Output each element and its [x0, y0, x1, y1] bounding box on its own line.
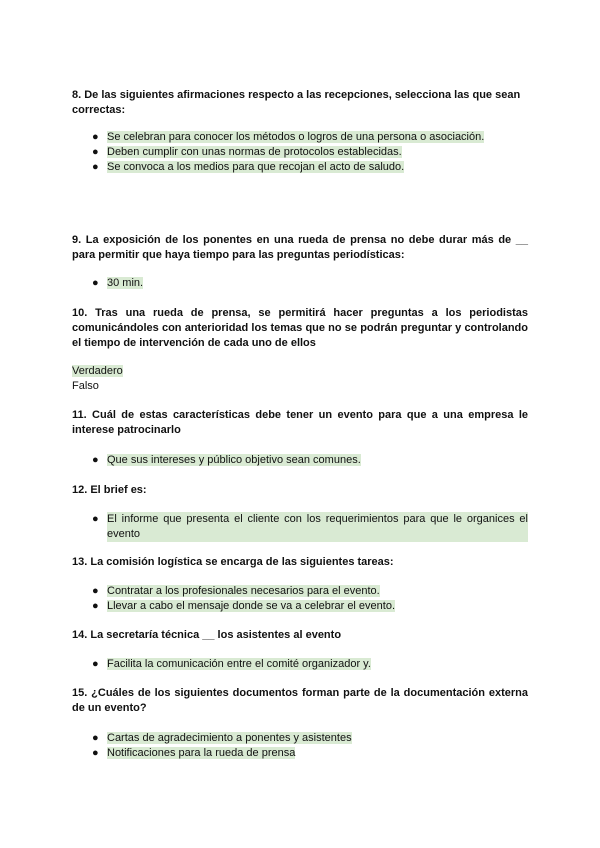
bullet-icon: ●	[92, 513, 99, 525]
bullet-icon: ●	[92, 658, 99, 670]
answer-item: ● Se convoca a los medios para que recojan el acto de saludo.	[92, 161, 405, 173]
question-14: 14. La secretaría técnica __ los asistentes al evento	[72, 629, 342, 641]
question-10: 10. Tras una rueda de prensa, se permitirá hacer preguntas a los periodistas comunicándoles con anterioridad los temas que no se podrán preguntar y controlando el tiempo de intervención de cada uno de ellos	[72, 307, 528, 349]
question-9: 9. La exposición de los ponentes en una rueda de prensa no debe durar más de __ para permitir que haya tiempo para las preguntas periodísticas:	[72, 234, 528, 261]
answers-9	[92, 276, 528, 291]
bullet-icon: ●	[92, 585, 99, 597]
question-13: 13. La comisión logística se encarga de las siguientes tareas:	[72, 556, 394, 568]
answers-11	[92, 453, 528, 468]
question-11: 11. Cuál de estas características debe tener un evento para que a una empresa le interese patrocinarlo	[72, 409, 528, 436]
answer-item: ● Se celebran para conocer los métodos o logros de una persona o asociación.	[92, 131, 485, 143]
question-15: 15. ¿Cuáles de los siguientes documentos forman parte de la documentación externa de un evento?	[72, 687, 528, 714]
bullet-icon: ●	[92, 732, 99, 744]
bullet-icon: ●	[92, 747, 99, 759]
bullet-icon: ●	[92, 454, 99, 466]
answer-item: ● Facilita la comunicación entre el comité organizador y.	[92, 658, 371, 670]
bullet-icon: ●	[92, 146, 99, 158]
answer-item: ● Contratar a los profesionales necesarios para el evento.	[92, 585, 380, 597]
answer-item: ● Llevar a cabo el mensaje donde se va a celebrar el evento.	[92, 600, 396, 612]
bullet-icon: ●	[92, 131, 99, 143]
answers-8	[92, 130, 528, 175]
answers-13	[92, 584, 528, 614]
answer-item: ● Cartas de agradecimiento a ponentes y asistentes	[92, 732, 352, 744]
answer-item: ● El informe que presenta el cliente con los requerimientos para que le organices el evento	[92, 513, 528, 540]
bullet-icon: ●	[92, 600, 99, 612]
answers-12	[92, 512, 528, 542]
answer-item: ● Notificaciones para la rueda de prensa	[92, 747, 296, 759]
answers-15	[92, 731, 528, 761]
answer-item: ● 30 min.	[92, 277, 144, 289]
answers-14	[92, 657, 528, 672]
question-8: 8. De las siguientes afirmaciones respecto a las recepciones, selecciona las que sean correctas:	[72, 89, 521, 116]
option-true: Verdadero	[72, 365, 123, 377]
question-12: 12. El brief es:	[72, 484, 147, 496]
bullet-icon: ●	[92, 277, 99, 289]
answer-item: ● Deben cumplir con unas normas de protocolos establecidas.	[92, 146, 402, 158]
bullet-icon: ●	[92, 161, 99, 173]
answer-item: ● Que sus intereses y público objetivo sean comunes.	[92, 454, 361, 466]
option-false: Falso	[72, 380, 99, 392]
